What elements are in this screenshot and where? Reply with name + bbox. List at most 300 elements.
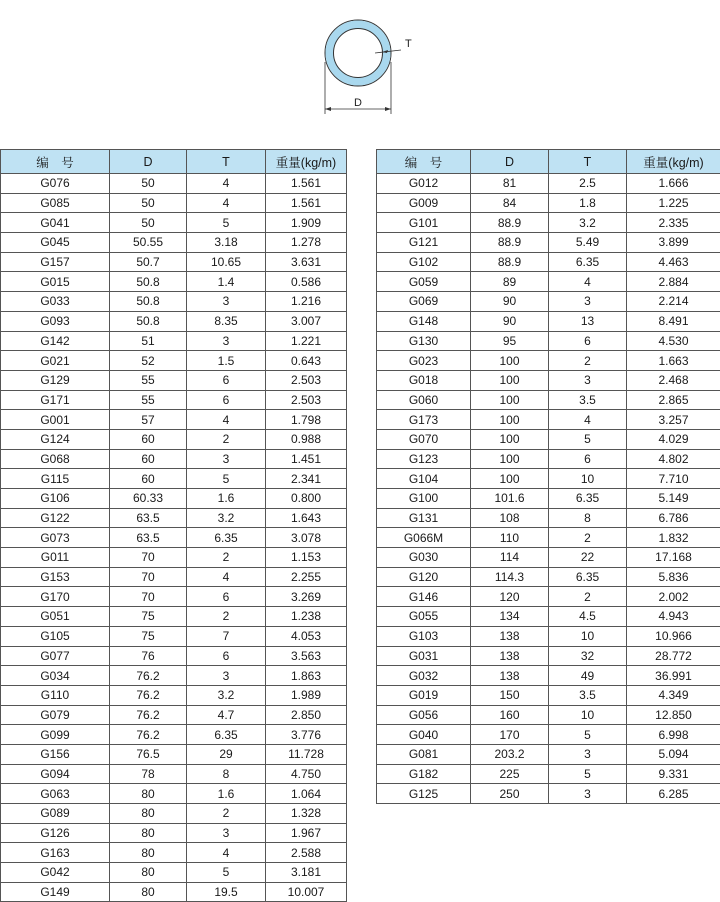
cell-t: 2	[187, 548, 266, 568]
cell-d: 88.9	[471, 233, 549, 253]
cell-t: 10.65	[187, 252, 266, 272]
col-header-code: 编 号	[1, 150, 110, 174]
cell-weight: 2.588	[266, 843, 347, 863]
cell-t: 6.35	[549, 489, 627, 509]
cell-t: 2	[187, 607, 266, 627]
cell-weight: 0.800	[266, 489, 347, 509]
cell-d: 80	[110, 863, 187, 883]
cell-code: G009	[377, 193, 471, 213]
cell-d: 81	[471, 174, 549, 194]
col-header-d: D	[110, 150, 187, 174]
table-row	[377, 646, 720, 666]
cell-code: G045	[1, 233, 110, 253]
cell-d: 80	[110, 804, 187, 824]
cell-code: G153	[1, 567, 110, 587]
table-row	[1, 331, 347, 351]
cell-t: 22	[549, 548, 627, 568]
table-row	[1, 489, 347, 509]
cell-d: 75	[110, 607, 187, 627]
cell-weight: 0.643	[266, 351, 347, 371]
cell-weight: 1.798	[266, 410, 347, 430]
cell-d: 76.2	[110, 685, 187, 705]
cell-d: 78	[110, 764, 187, 784]
col-header-weight: 重量(kg/m)	[266, 150, 347, 174]
cell-t: 3.2	[187, 508, 266, 528]
cell-t: 6	[549, 449, 627, 469]
cell-weight: 0.988	[266, 429, 347, 449]
cell-code: G030	[377, 548, 471, 568]
cell-code: G040	[377, 725, 471, 745]
cell-t: 6.35	[187, 528, 266, 548]
cell-code: G018	[377, 370, 471, 390]
table-row	[1, 548, 347, 568]
table-row	[1, 804, 347, 824]
thickness-label: T	[405, 38, 412, 50]
cell-d: 70	[110, 567, 187, 587]
cell-weight: 1.278	[266, 233, 347, 253]
cell-t: 4	[187, 193, 266, 213]
cell-weight: 17.168	[627, 548, 720, 568]
cell-code: G056	[377, 705, 471, 725]
table-row	[1, 193, 347, 213]
cell-weight: 4.750	[266, 764, 347, 784]
table-row	[1, 567, 347, 587]
cell-weight: 1.451	[266, 449, 347, 469]
cell-weight: 0.586	[266, 272, 347, 292]
cell-d: 70	[110, 548, 187, 568]
cell-t: 4	[187, 174, 266, 194]
cell-weight: 3.776	[266, 725, 347, 745]
cell-weight: 1.225	[627, 193, 720, 213]
cell-t: 1.6	[187, 489, 266, 509]
cell-t: 10	[549, 705, 627, 725]
table-row	[1, 252, 347, 272]
cell-code: G171	[1, 390, 110, 410]
cell-d: 138	[471, 626, 549, 646]
cell-weight: 36.991	[627, 666, 720, 686]
table-row	[1, 725, 347, 745]
table-row	[1, 351, 347, 371]
cell-code: G021	[1, 351, 110, 371]
table-row	[377, 410, 720, 430]
tube-cross-section-diagram	[305, 18, 425, 118]
cell-weight: 10.966	[627, 626, 720, 646]
cell-d: 55	[110, 390, 187, 410]
cell-code: G060	[377, 390, 471, 410]
cell-weight: 2.865	[627, 390, 720, 410]
cell-t: 2	[549, 587, 627, 607]
cell-t: 6	[187, 370, 266, 390]
cell-t: 4.7	[187, 705, 266, 725]
table-header-row	[377, 150, 720, 174]
cell-d: 57	[110, 410, 187, 430]
cell-code: G077	[1, 646, 110, 666]
table-row	[1, 292, 347, 312]
cell-code: G073	[1, 528, 110, 548]
table-row	[377, 233, 720, 253]
cell-t: 29	[187, 744, 266, 764]
table-row	[1, 390, 347, 410]
cell-weight: 3.899	[627, 233, 720, 253]
cell-code: G076	[1, 174, 110, 194]
cell-t: 5	[549, 725, 627, 745]
cell-code: G142	[1, 331, 110, 351]
cell-weight: 10.007	[266, 882, 347, 902]
cell-code: G182	[377, 764, 471, 784]
cell-d: 150	[471, 685, 549, 705]
cell-t: 4	[187, 843, 266, 863]
table-row	[1, 744, 347, 764]
cell-t: 3	[187, 331, 266, 351]
cell-d: 250	[471, 784, 549, 804]
table-row	[377, 429, 720, 449]
cell-code: G124	[1, 429, 110, 449]
table-row	[1, 528, 347, 548]
table-row	[377, 489, 720, 509]
cell-d: 51	[110, 331, 187, 351]
cell-d: 76	[110, 646, 187, 666]
table-row	[377, 370, 720, 390]
cell-weight: 1.666	[627, 174, 720, 194]
table-row	[1, 626, 347, 646]
cell-weight: 12.850	[627, 705, 720, 725]
cell-code: G102	[377, 252, 471, 272]
cell-code: G106	[1, 489, 110, 509]
col-header-d: D	[471, 150, 549, 174]
cell-t: 1.8	[549, 193, 627, 213]
cell-code: G146	[377, 587, 471, 607]
cell-weight: 1.967	[266, 823, 347, 843]
cell-code: G066M	[377, 528, 471, 548]
cell-code: G173	[377, 410, 471, 430]
table-row	[1, 174, 347, 194]
cell-weight: 1.663	[627, 351, 720, 371]
cell-weight: 3.007	[266, 311, 347, 331]
tube-spec-table-left	[0, 149, 347, 902]
cell-t: 6	[187, 587, 266, 607]
cell-code: G051	[1, 607, 110, 627]
cell-code: G120	[377, 567, 471, 587]
cell-t: 2	[549, 351, 627, 371]
cell-d: 134	[471, 607, 549, 627]
cell-weight: 4.943	[627, 607, 720, 627]
cell-weight: 1.221	[266, 331, 347, 351]
cell-d: 138	[471, 646, 549, 666]
cell-code: G079	[1, 705, 110, 725]
cell-t: 32	[549, 646, 627, 666]
cell-code: G001	[1, 410, 110, 430]
cell-code: G105	[1, 626, 110, 646]
table-row	[377, 705, 720, 725]
cell-code: G157	[1, 252, 110, 272]
table-row	[377, 272, 720, 292]
diameter-arrow-right	[385, 107, 391, 111]
cell-weight: 1.909	[266, 213, 347, 233]
cell-d: 100	[471, 390, 549, 410]
cell-t: 10	[549, 626, 627, 646]
cell-t: 5.49	[549, 233, 627, 253]
cell-d: 50	[110, 174, 187, 194]
cell-t: 19.5	[187, 882, 266, 902]
table-row	[377, 390, 720, 410]
cell-d: 100	[471, 351, 549, 371]
cell-code: G031	[377, 646, 471, 666]
cell-code: G070	[377, 429, 471, 449]
cell-weight: 1.238	[266, 607, 347, 627]
cell-weight: 1.064	[266, 784, 347, 804]
cell-code: G094	[1, 764, 110, 784]
cell-d: 50.8	[110, 292, 187, 312]
cell-weight: 4.029	[627, 429, 720, 449]
cell-weight: 5.836	[627, 567, 720, 587]
cell-t: 4	[549, 410, 627, 430]
table-row	[1, 410, 347, 430]
cell-weight: 2.884	[627, 272, 720, 292]
cell-code: G099	[1, 725, 110, 745]
cell-t: 6.35	[187, 725, 266, 745]
cell-t: 3.18	[187, 233, 266, 253]
cell-weight: 5.094	[627, 744, 720, 764]
cell-weight: 6.998	[627, 725, 720, 745]
table-row	[1, 449, 347, 469]
table-row	[377, 626, 720, 646]
cell-d: 110	[471, 528, 549, 548]
cell-d: 100	[471, 410, 549, 430]
table-row	[377, 252, 720, 272]
table-row	[377, 685, 720, 705]
cell-d: 63.5	[110, 508, 187, 528]
cell-d: 114	[471, 548, 549, 568]
cell-code: G125	[377, 784, 471, 804]
table-row	[1, 882, 347, 902]
cell-t: 3.5	[549, 685, 627, 705]
cell-weight: 1.561	[266, 174, 347, 194]
cell-t: 4	[187, 567, 266, 587]
cell-weight: 2.850	[266, 705, 347, 725]
cell-weight: 4.349	[627, 685, 720, 705]
cell-code: G156	[1, 744, 110, 764]
cell-d: 100	[471, 370, 549, 390]
cell-weight: 4.053	[266, 626, 347, 646]
cell-t: 13	[549, 311, 627, 331]
cell-d: 55	[110, 370, 187, 390]
table-row	[1, 646, 347, 666]
table-row	[1, 685, 347, 705]
col-header-t: T	[187, 150, 266, 174]
cell-weight: 1.328	[266, 804, 347, 824]
cell-weight: 1.832	[627, 528, 720, 548]
cell-d: 95	[471, 331, 549, 351]
tube-spec-table-right	[376, 149, 720, 804]
table-row	[1, 469, 347, 489]
cell-d: 75	[110, 626, 187, 646]
cell-t: 8	[549, 508, 627, 528]
cell-code: G011	[1, 548, 110, 568]
table-row	[377, 725, 720, 745]
cell-code: G100	[377, 489, 471, 509]
cell-d: 50.8	[110, 311, 187, 331]
cell-t: 4.5	[549, 607, 627, 627]
cell-d: 114.3	[471, 567, 549, 587]
cell-weight: 3.257	[627, 410, 720, 430]
table-row	[1, 607, 347, 627]
cell-code: G023	[377, 351, 471, 371]
table-row	[1, 272, 347, 292]
cell-t: 8	[187, 764, 266, 784]
table-row	[377, 174, 720, 194]
cell-t: 6.35	[549, 567, 627, 587]
cell-code: G019	[377, 685, 471, 705]
cell-weight: 28.772	[627, 646, 720, 666]
cell-weight: 2.335	[627, 213, 720, 233]
cell-code: G015	[1, 272, 110, 292]
cell-t: 2.5	[549, 174, 627, 194]
table-row	[377, 351, 720, 371]
cell-d: 60.33	[110, 489, 187, 509]
cell-weight: 2.255	[266, 567, 347, 587]
table-row	[377, 213, 720, 233]
cell-d: 225	[471, 764, 549, 784]
table-row	[1, 429, 347, 449]
cell-weight: 4.802	[627, 449, 720, 469]
table-row	[1, 764, 347, 784]
cell-weight: 11.728	[266, 744, 347, 764]
cell-code: G085	[1, 193, 110, 213]
cell-d: 80	[110, 784, 187, 804]
cell-d: 60	[110, 469, 187, 489]
cell-code: G089	[1, 804, 110, 824]
cell-code: G081	[377, 744, 471, 764]
cell-weight: 1.643	[266, 508, 347, 528]
cell-d: 108	[471, 508, 549, 528]
cell-code: G149	[1, 882, 110, 902]
cell-code: G130	[377, 331, 471, 351]
cell-weight: 3.181	[266, 863, 347, 883]
col-header-weight: 重量(kg/m)	[627, 150, 720, 174]
cell-d: 52	[110, 351, 187, 371]
cell-code: G068	[1, 449, 110, 469]
cell-t: 3	[549, 292, 627, 312]
col-header-code: 编 号	[377, 150, 471, 174]
cell-d: 76.5	[110, 744, 187, 764]
cell-t: 5	[187, 213, 266, 233]
cell-t: 3	[187, 823, 266, 843]
cell-t: 2	[187, 804, 266, 824]
table-row	[377, 548, 720, 568]
cell-d: 80	[110, 843, 187, 863]
cell-code: G101	[377, 213, 471, 233]
cell-code: G042	[1, 863, 110, 883]
table-header-row	[1, 150, 347, 174]
cell-weight: 4.530	[627, 331, 720, 351]
cell-weight: 3.563	[266, 646, 347, 666]
cell-t: 5	[549, 764, 627, 784]
cell-weight: 1.989	[266, 685, 347, 705]
table-row	[1, 311, 347, 331]
cell-t: 2	[187, 429, 266, 449]
table-row	[1, 843, 347, 863]
cell-code: G055	[377, 607, 471, 627]
cell-t: 3	[549, 370, 627, 390]
table-row	[377, 193, 720, 213]
cell-t: 6	[187, 390, 266, 410]
cell-d: 50.7	[110, 252, 187, 272]
cell-weight: 6.285	[627, 784, 720, 804]
cell-weight: 1.561	[266, 193, 347, 213]
cell-weight: 1.216	[266, 292, 347, 312]
cell-d: 100	[471, 429, 549, 449]
cell-code: G093	[1, 311, 110, 331]
cell-weight: 2.503	[266, 390, 347, 410]
cell-weight: 2.503	[266, 370, 347, 390]
cell-t: 1.6	[187, 784, 266, 804]
cell-d: 80	[110, 882, 187, 902]
cell-d: 138	[471, 666, 549, 686]
cell-t: 7	[187, 626, 266, 646]
cell-code: G131	[377, 508, 471, 528]
cell-d: 90	[471, 292, 549, 312]
cell-weight: 2.468	[627, 370, 720, 390]
cell-code: G148	[377, 311, 471, 331]
cell-weight: 8.491	[627, 311, 720, 331]
cell-code: G129	[1, 370, 110, 390]
cell-weight: 1.863	[266, 666, 347, 686]
table-row	[377, 311, 720, 331]
table-row	[377, 292, 720, 312]
table-row	[377, 449, 720, 469]
cell-t: 4	[549, 272, 627, 292]
cell-code: G103	[377, 626, 471, 646]
cell-t: 10	[549, 469, 627, 489]
col-header-t: T	[549, 150, 627, 174]
cell-code: G163	[1, 843, 110, 863]
cell-t: 1.4	[187, 272, 266, 292]
cell-weight: 2.002	[627, 587, 720, 607]
cell-t: 6.35	[549, 252, 627, 272]
cell-t: 6	[187, 646, 266, 666]
cell-d: 60	[110, 449, 187, 469]
cell-d: 50	[110, 213, 187, 233]
cell-t: 2	[549, 528, 627, 548]
cell-code: G123	[377, 449, 471, 469]
cell-code: G122	[1, 508, 110, 528]
cell-weight: 3.078	[266, 528, 347, 548]
cell-t: 5	[187, 863, 266, 883]
cell-d: 160	[471, 705, 549, 725]
cell-weight: 9.331	[627, 764, 720, 784]
cell-weight: 2.214	[627, 292, 720, 312]
cell-d: 80	[110, 823, 187, 843]
diameter-label: D	[354, 97, 362, 109]
cell-t: 3	[187, 292, 266, 312]
cell-d: 100	[471, 469, 549, 489]
cell-t: 6	[549, 331, 627, 351]
cell-t: 3	[187, 666, 266, 686]
cell-t: 3.2	[549, 213, 627, 233]
cell-d: 84	[471, 193, 549, 213]
cell-weight: 4.463	[627, 252, 720, 272]
cell-d: 76.2	[110, 666, 187, 686]
table-row	[377, 607, 720, 627]
cell-t: 3	[549, 744, 627, 764]
cell-d: 88.9	[471, 252, 549, 272]
cell-t: 1.5	[187, 351, 266, 371]
table-row	[1, 370, 347, 390]
table-row	[1, 823, 347, 843]
cell-t: 5	[549, 429, 627, 449]
cell-code: G170	[1, 587, 110, 607]
cell-code: G032	[377, 666, 471, 686]
